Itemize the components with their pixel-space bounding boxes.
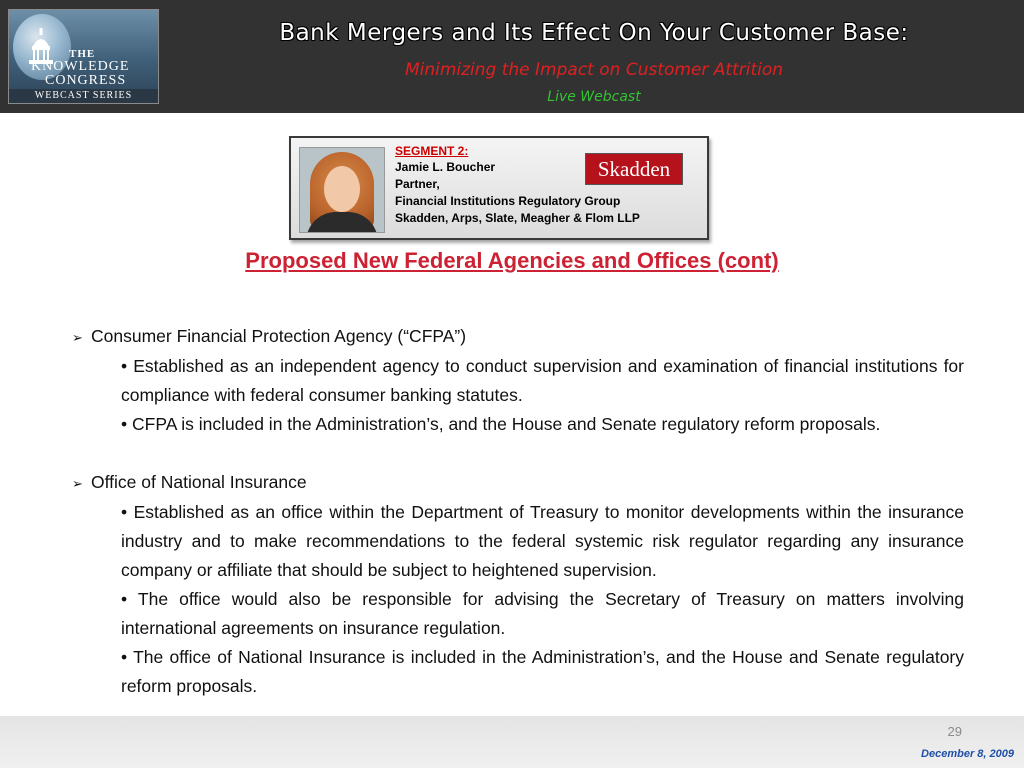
logo-text-series: WEBCAST SERIES [9, 89, 158, 103]
speaker-name: Jamie L. Boucher [395, 160, 496, 174]
sub-bullet: • The office would also be responsible for advising the Secretary of Treasury on matters involving international agreements on insurance regulation. [121, 589, 964, 638]
sub-bullet: • CFPA is included in the Administration’s, and the House and Senate regulatory reform proposals. [121, 414, 881, 434]
speaker-role: Partner, [395, 177, 440, 191]
speaker-card [289, 136, 709, 240]
speaker-firm: Skadden, Arps, Slate, Meagher & Flom LLP [395, 211, 640, 225]
sub-bullet: • Established as an office within the Department of Treasury to monitor developments within the insurance industry and to make recommendations to the federal systemic risk regulator regarding any insurance company or affiliate that should be subject to heightened supervision. [121, 502, 964, 580]
webcast-title: Bank Mergers and Its Effect On Your Customer Base: [279, 20, 909, 46]
webcast-tagline: Live Webcast [547, 89, 641, 105]
arrow-bullet-icon: ➢ [72, 330, 83, 345]
page-number: 29 [947, 724, 962, 739]
skadden-logo: Skadden [585, 153, 683, 185]
logo-text-knowledge: KNOWLEDGE [31, 59, 130, 74]
logo-text-the: THE [69, 48, 96, 60]
main-bullet-cfpa [72, 322, 964, 352]
sub-bullets-cfpa [121, 352, 964, 439]
main-bullet-text: Consumer Financial Protection Agency (“CFPA”) [91, 326, 467, 346]
logo-text-congress: CONGRESS [45, 73, 127, 88]
knowledge-congress-logo [8, 9, 159, 104]
sub-bullet: • Established as an independent agency to conduct supervision and examination of financial institutions for compliance with federal consumer banking statutes. [121, 356, 964, 405]
main-bullet-insurance [72, 468, 964, 498]
segment-label: SEGMENT 2: [395, 144, 469, 158]
main-bullet-text: Office of National Insurance [91, 472, 307, 492]
sub-bullet: • The office of National Insurance is included in the Administration’s, and the House and Senate regulatory reform proposals. [121, 647, 964, 696]
footer-date: December 8, 2009 [921, 748, 1014, 760]
slide-heading: Proposed New Federal Agencies and Offices (cont) [245, 248, 779, 273]
speaker-photo [299, 147, 385, 233]
sub-bullets-insurance [121, 498, 964, 701]
header-band [0, 0, 1024, 113]
footer-band [0, 716, 1024, 768]
arrow-bullet-icon: ➢ [72, 476, 83, 491]
slide-content [72, 322, 964, 701]
speaker-group: Financial Institutions Regulatory Group [395, 194, 621, 208]
webcast-subtitle: Minimizing the Impact on Customer Attrition [404, 60, 784, 80]
